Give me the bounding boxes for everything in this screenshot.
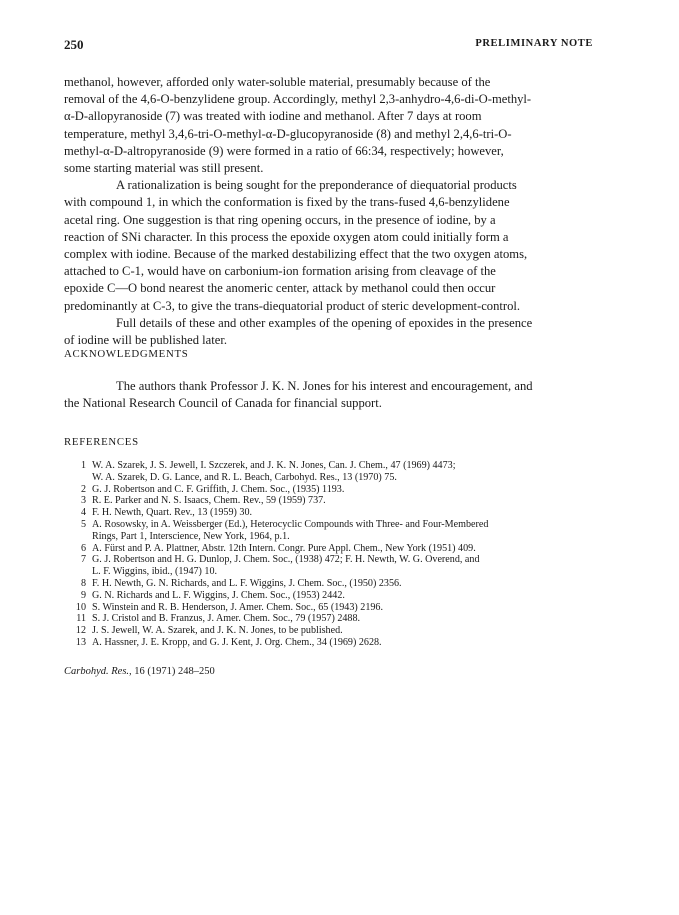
body-line: methanol, however, afforded only water-soluble material, presumably because of the bbox=[64, 75, 491, 89]
reference-text: R. E. Parker and N. S. Isaacs, Chem. Rev., 59 (1959) 737. bbox=[92, 495, 326, 507]
ack-line: the National Research Council of Canada for financial support. bbox=[64, 396, 382, 411]
reference-item bbox=[64, 484, 604, 496]
reference-text: G. N. Richards and L. F. Wiggins, J. Chem. Soc., (1953) 2442. bbox=[92, 589, 345, 601]
page-number: 250 bbox=[64, 37, 84, 52]
body-line: some starting material was still present. bbox=[64, 161, 264, 176]
running-head: PRELIMINARY NOTE bbox=[475, 38, 593, 49]
footer-citation bbox=[64, 666, 215, 677]
reference-item bbox=[64, 590, 604, 602]
reference-item bbox=[64, 578, 604, 590]
reference-item bbox=[64, 460, 604, 484]
reference-item bbox=[64, 602, 604, 614]
reference-text: S. Winstein and R. B. Henderson, J. Amer. Chem. Soc., 65 (1943) 2196. bbox=[92, 601, 383, 613]
reference-number: 9 bbox=[80, 589, 86, 601]
reference-text: A. Rosowsky, in A. Weissberger (Ed.), Heterocyclic Compounds with Three- and Four-Membered Rings, Part 1, Interscience, New York, 1964, p.1. bbox=[92, 518, 489, 542]
body-line: attached to C-1, would have on carbonium-ion formation arising from cleavage of the bbox=[64, 264, 496, 279]
reference-text: S. J. Cristol and B. Franzus, J. Amer. Chem. Soc., 79 (1957) 2488. bbox=[92, 613, 361, 625]
reference-text: W. A. Szarek, J. S. Jewell, I. Szczerek, and J. K. N. Jones, Can. J. Chem., 47 (1969) 4473; W. A. Szarek, D. G. Lance, and R. L. Beach, Carbohyd. Res., 13 (1970) 75. bbox=[92, 460, 456, 483]
reference-text: J. S. Jewell, W. A. Szarek, and J. K. N. Jones, to be published. bbox=[92, 625, 343, 637]
reference-item bbox=[64, 507, 604, 519]
reference-number: 4 bbox=[80, 507, 86, 519]
reference-text: A. Fürst and P. A. Plattner, Abstr. 12th Intern. Congr. Pure Appl. Chem., New York (1951) 409. bbox=[92, 542, 476, 554]
reference-text: F. H. Newth, G. N. Richards, and L. F. Wiggins, J. Chem. Soc., (1950) 2356. bbox=[92, 577, 402, 589]
reference-item bbox=[64, 625, 604, 637]
reference-number: 12 bbox=[75, 625, 86, 637]
reference-list bbox=[64, 460, 604, 649]
body-line: epoxide C—O bond nearest the anomeric center, attack by methanol could then occur bbox=[64, 281, 496, 296]
reference-number: 1 bbox=[80, 460, 86, 471]
body-line: Full details of these and other examples of the opening of epoxides in the presence bbox=[116, 315, 533, 330]
reference-number: 5 bbox=[80, 518, 86, 530]
reference-number: 13 bbox=[75, 636, 86, 648]
acknowledgments-heading: ACKNOWLEDGMENTS bbox=[64, 348, 189, 360]
body-line: reaction of SNi character. In this process the epoxide oxygen atom could initially form a bbox=[64, 229, 509, 244]
ack-line: The authors thank Professor J. K. N. Jones for his interest and encouragement, and bbox=[116, 379, 533, 393]
body-line: predominantly at C-3, to give the trans-diequatorial product of steric development-control. bbox=[64, 298, 521, 313]
reference-item bbox=[64, 543, 604, 555]
body-line: α-D-allopyranoside (7) was treated with iodine and methanol. After 7 days at room bbox=[64, 109, 482, 124]
body-line: with compound 1, in which the conformation is fixed by the trans-fused 4,6-benzylidene bbox=[64, 195, 510, 210]
footer-journal: Carbohyd. Res., bbox=[64, 666, 132, 677]
reference-number: 11 bbox=[76, 613, 86, 625]
body-line: removal of the 4,6-O-benzylidene group. Accordingly, methyl 2,3-anhydro-4,6-di-O-methyl- bbox=[64, 92, 532, 107]
reference-text: G. J. Robertson and H. G. Dunlop, J. Chem. Soc., (1938) 472; F. H. Newth, W. G. Overend, and L. F. Wiggins, ibid., (1947) 10. bbox=[92, 554, 480, 578]
reference-number: 7 bbox=[80, 554, 86, 566]
body-text bbox=[64, 74, 602, 349]
reference-text: A. Hassner, J. E. Kropp, and G. J. Kent, J. Org. Chem., 34 (1969) 2628. bbox=[92, 636, 382, 648]
reference-number: 2 bbox=[80, 483, 86, 495]
body-line: complex with iodine. Because of the marked destabilizing effect that the two oxygen atoms, bbox=[64, 247, 528, 262]
footer-volume: 16 (1971) 248–250 bbox=[134, 666, 215, 677]
reference-item bbox=[64, 613, 604, 625]
reference-number: 8 bbox=[80, 577, 86, 589]
reference-number: 10 bbox=[75, 601, 86, 613]
acknowledgments-text bbox=[64, 378, 533, 413]
references-heading: REFERENCES bbox=[64, 436, 139, 448]
reference-item bbox=[64, 554, 604, 578]
body-line: A rationalization is being sought for the preponderance of diequatorial products bbox=[116, 178, 517, 193]
body-line: methyl-α-D-altropyranoside (9) were formed in a ratio of 66:34, respectively; however, bbox=[64, 143, 504, 158]
body-line: of iodine will be published later. bbox=[64, 333, 227, 348]
reference-item bbox=[64, 519, 604, 543]
reference-text: F. H. Newth, Quart. Rev., 13 (1959) 30. bbox=[92, 507, 253, 519]
reference-number: 6 bbox=[80, 542, 86, 554]
reference-text: G. J. Robertson and C. F. Griffith, J. Chem. Soc., (1935) 1193. bbox=[92, 483, 345, 495]
reference-item bbox=[64, 637, 604, 649]
body-line: temperature, methyl 3,4,6-tri-O-methyl-α-D-glucopyranoside (8) and methyl 2,4,6-tri-O- bbox=[64, 126, 512, 141]
reference-item bbox=[64, 495, 604, 507]
reference-number: 3 bbox=[80, 495, 86, 507]
body-line: acetal ring. One suggestion is that ring opening occurs, in the presence of iodine, by a bbox=[64, 212, 496, 227]
